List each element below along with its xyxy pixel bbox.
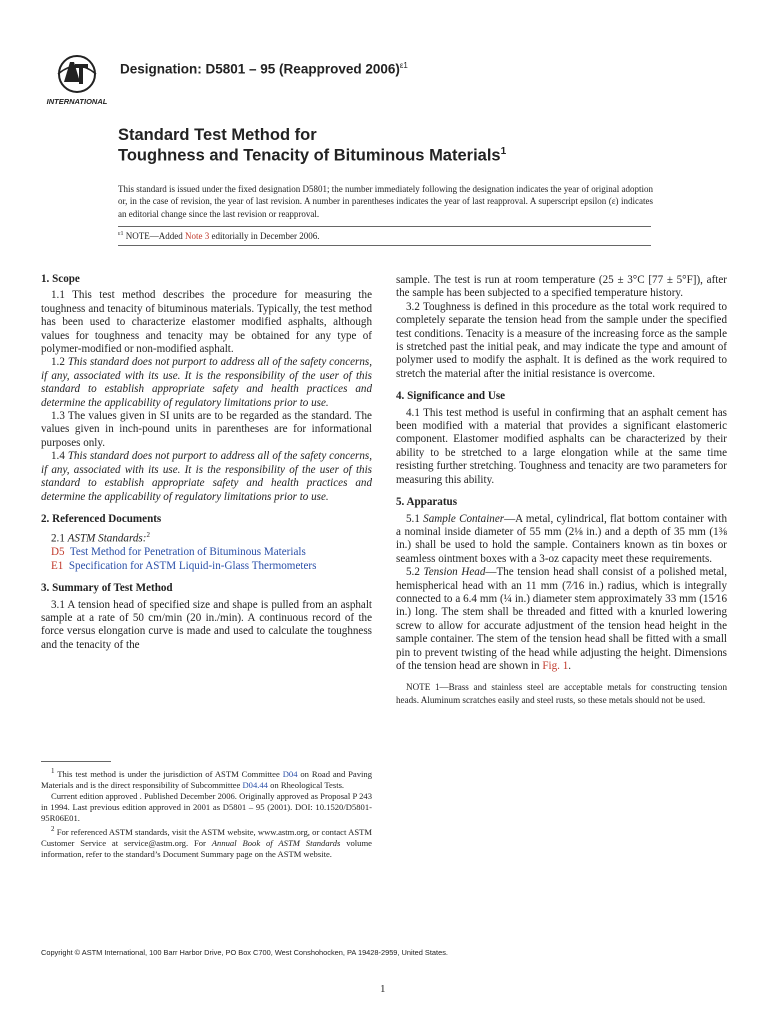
rule-top	[118, 226, 651, 227]
note3-link[interactable]: Note 3	[185, 231, 210, 241]
copyright: Copyright © ASTM International, 100 Barr Harbor Drive, PO Box C700, West Conshohocken, PA 19428-2959, United States.	[41, 948, 448, 957]
paragraph: 3.2 Toughness is defined in this procedure as the total work required to completely separate the tension head from the sample under the specified test conditions. Tenacity is a measure of the increasing force as the sample is stretched past the initial peak, and may indicate the type and amount of polymer used to modify the asphalt. It is defined as the work required to stretch the material after the initial resistance is overcome.	[396, 300, 727, 380]
left-column	[41, 273, 372, 652]
paragraph: 2.1 ASTM Standards:$^2$	[51, 531, 150, 545]
section-heading: 2. Referenced Documents	[41, 512, 162, 525]
title-line-2: Toughness and Tenacity of Bituminous Materials$^1$	[118, 146, 507, 165]
section-heading: 3. Summary of Test Method	[41, 582, 173, 595]
reference-item[interactable]: D5 Test Method for Penetration of Bituminous Materials	[51, 546, 306, 559]
title-line-1: Standard Test Method for	[118, 126, 317, 144]
note-1: NOTE 1—Brass and stainless steel are acceptable metals for constructing tension heads. Aluminum scratches easily and steel rusts, so these metals should not be used.	[396, 682, 727, 705]
right-column	[396, 274, 727, 706]
paragraph: 3.1 A tension head of specified size and shape is pulled from an asphalt sample at a rate of 50 cm/min (20 in./min). A continuous record of the force versus elongation curve is made and used to calculate the toughness and the tenacity of the	[41, 598, 372, 651]
paragraph: 5.1 Sample Container—A metal, cylindrical, flat bottom container with a nominal inside diameter of 55 mm (2⅛ in.) and a depth of 35 mm (1⅜ in.) shall be used to hold the sample. Containers known as tin boxes or seamless ointment boxes with a 3-oz capacity meet these requirements.	[396, 512, 727, 565]
epsilon-note: $^{\varepsilon 1}$ NOTE—Added Note 3 editorially in December 2006.	[118, 231, 320, 241]
rule-bottom	[118, 245, 651, 246]
footnote-rule	[41, 761, 111, 762]
paragraph: 1.2 This standard does not purport to address all of the safety concerns, if any, associated with its use. It is the responsibility of the user of this standard to establish appropriate safety and health practices and determine the applicability of regulatory limitations prior to use.	[41, 356, 373, 409]
astm-logo	[44, 52, 110, 108]
paragraph: 1.1 This test method describes the procedure for measuring the toughness and tenacity of bituminous materials. Typically, the test method has been used to characterize elastomer modified asphalts, although values for toughness and tenacity may be obtained for any type of polymer-modified or non-modified asphalt.	[41, 289, 372, 356]
paragraph: 4.1 This test method is useful in confirming that an asphalt cement has been modified with a material that provides a significant elastomeric component. Elastomer modified asphalts can be characterized by their ability to be stretched to a large elongation while at the same time resisting further stretching. Toughness and tenacity are two parameters for measuring this ability.	[396, 406, 727, 486]
paragraph: 5.2 Tension Head—The tension head shall consist of a polished metal, hemispherical head with an 11 mm (7⁄16 in.) radius, which is integrally connected to a 6.4 mm (¼ in.) diameter stem approximately 33 mm (15⁄16 in.) long. The stem shall be threaded and fitted with a knurled lowering screw to allow for accurate adjustment of the tension head height in the sample container. The stem of the tension head shall be fitted with a small pin to prevent twisting of the head while adjusting the height. Dimensions of the tension head are shown in Fig. 1.	[396, 566, 728, 672]
paragraph: sample. The test is run at room temperature (25 ± 3°C [77 ± 5°F]), after the sample has been subjected to a specified temperature history.	[396, 274, 727, 300]
page-number: 1	[380, 983, 386, 995]
section-heading: 4. Significance and Use	[396, 390, 506, 403]
designation: Designation: D5801 – 95 (Reapproved 2006)$^{\varepsilon 1}$	[120, 61, 408, 77]
footnotes	[41, 766, 372, 860]
footnote: $^2$ For referenced ASTM standards, visit the ASTM website, www.astm.org, or contact ASTM Customer Service at service@astm.org. For Annual Book of ASTM Standards volume information, refer to the standard’s Document Summary page on the ASTM website.	[41, 825, 372, 860]
paragraph: 1.3 The values given in SI units are to be regarded as the standard. The values given in inch-pound units in parentheses are for informational purposes only.	[41, 410, 372, 449]
logo-text: INTERNATIONAL	[46, 97, 108, 106]
paragraph: 1.4 This standard does not purport to address all of the safety concerns, if any, associated with its use. It is the responsibility of the user of this standard to establish appropriate safety and health practices and determine the applicability of regulatory limitations prior to use.	[41, 450, 373, 503]
section-heading: 5. Apparatus	[396, 496, 458, 509]
section-heading: 1. Scope	[41, 273, 80, 285]
footnote: $^1$ This test method is under the jurisdiction of ASTM Committee D04 on Road and Paving Materials and is the direct responsibility of Subcommittee D04.44 on Rheological Tests.	[41, 767, 373, 790]
intro-paragraph: This standard is issued under the fixed designation D5801; the number immediately following the designation indicates the year of original adoption or, in the case of revision, the year of last revision. A number in parentheses indicates the year of last reapproval. A superscript epsilon (ε) indicates an editorial change since the last revision or reapproval.	[118, 184, 653, 219]
reference-item[interactable]: E1 Specification for ASTM Liquid-in-Glass Thermometers	[51, 559, 317, 572]
footnote: Current edition approved . Published December 2006. Originally approved as Proposal P 243 in 1994. Last previous edition approved in 2001 as D5801 – 95 (2001). DOI: 10.1520/D5801-95R06E01.	[41, 791, 372, 824]
fig1-link[interactable]: Fig. 1	[542, 659, 569, 672]
